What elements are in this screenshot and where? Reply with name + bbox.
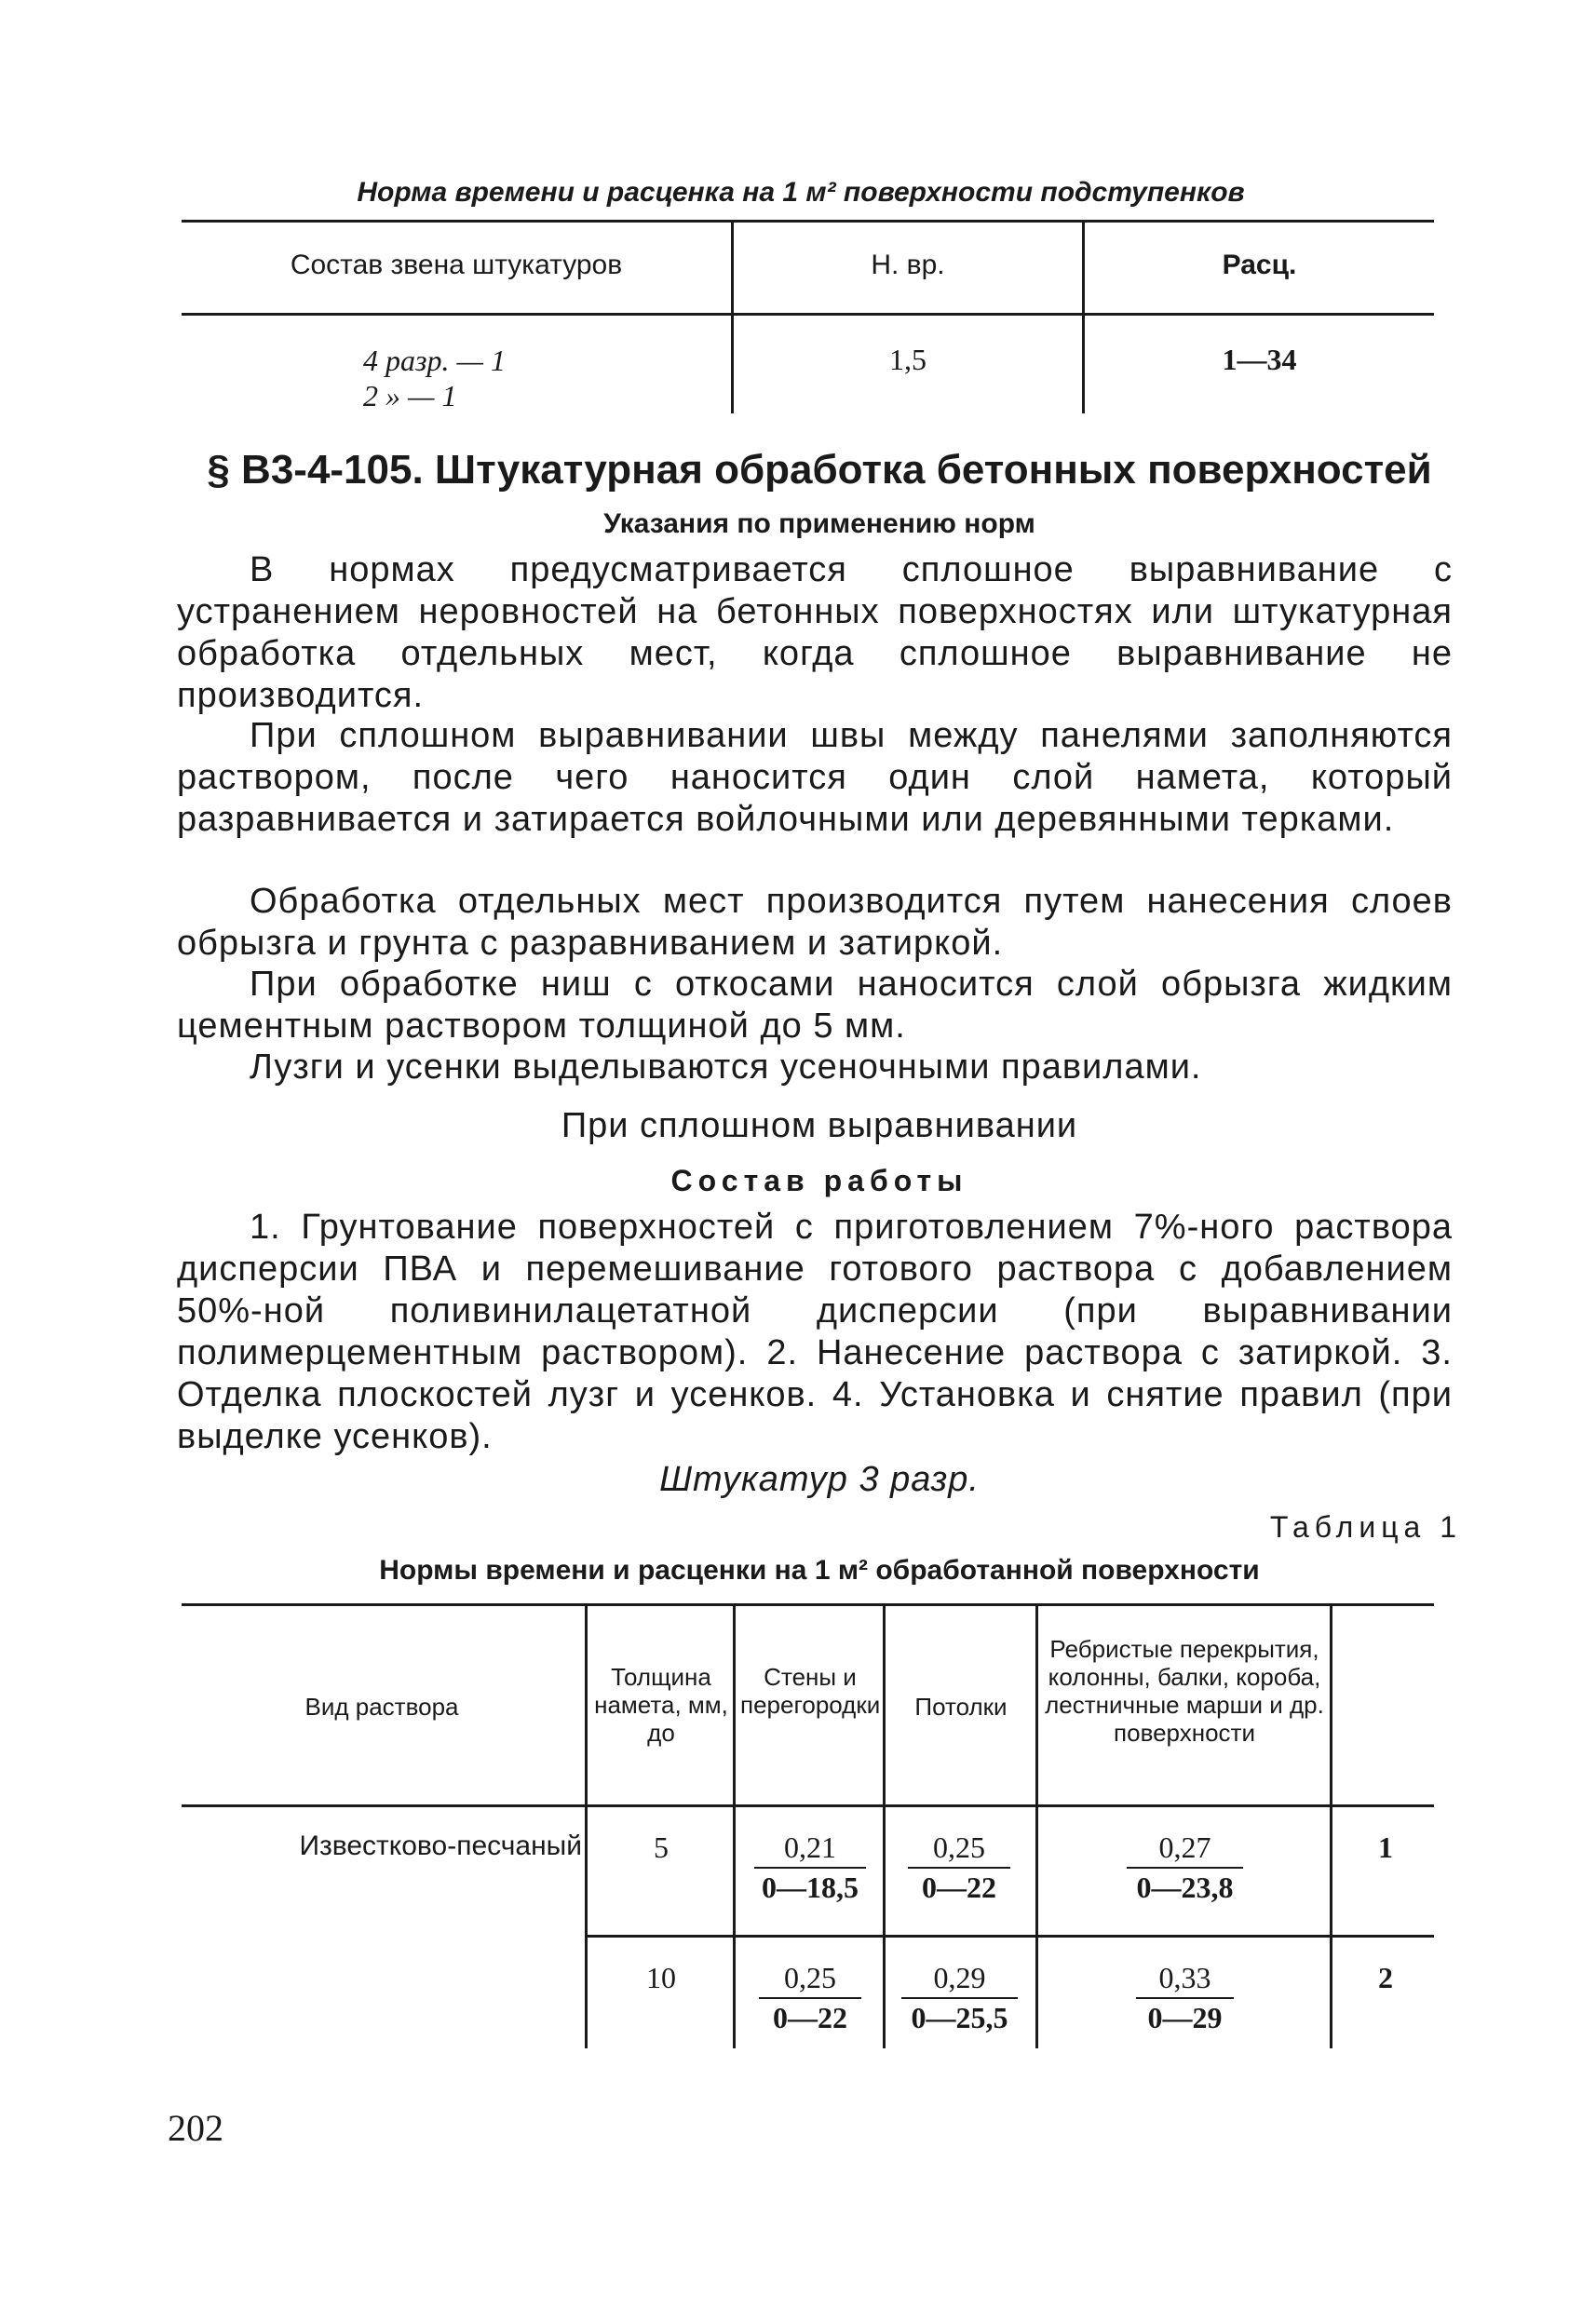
paragraph-1: В нормах предусматривается сплошное выравнивание с устранением неровностей на бетонных поверхностях или штукатурная обработка отдельных мест, когда сплошное выравнивание не производится. bbox=[177, 550, 1453, 715]
paragraph-3: Обработка отдельных мест производится путем нанесения слоев обрызга и грунта с разравниванием и затиркой. bbox=[177, 882, 1453, 963]
row-1-mortar: Известково-песчаный bbox=[299, 1830, 582, 1861]
main-table-divider-4 bbox=[1035, 1603, 1038, 2048]
row-1-walls bbox=[754, 1830, 866, 1905]
row-1-ribbed-rate: 0—23,8 bbox=[1136, 1871, 1234, 1904]
row-2-walls bbox=[759, 1961, 861, 2035]
header-thickness: Толщина намета, мм, до bbox=[594, 1663, 728, 1747]
work-heading: Состав работы bbox=[670, 1164, 968, 1197]
top-table-header-time: Н. вр. bbox=[871, 250, 945, 280]
paragraph-2: При сплошном выравнивании швы между панелями заполняются раствором, после чего наносится один слой намета, который разравнивается и затирается войлочными или деревянными терками. bbox=[177, 716, 1453, 839]
top-table-rule-mid bbox=[182, 313, 1434, 316]
row-2-ceilings bbox=[901, 1961, 1018, 2035]
row-2-ribbed bbox=[1136, 1961, 1234, 2035]
row-1-ribbed bbox=[1127, 1830, 1243, 1905]
row-2-walls-rate: 0—22 bbox=[773, 2001, 847, 2034]
row-2-number: 2 bbox=[1378, 1961, 1393, 1994]
header-mortar: Вид раствора bbox=[304, 1693, 459, 1721]
main-table-divider-1 bbox=[585, 1603, 588, 2048]
row-1-walls-time: 0,21 bbox=[754, 1830, 866, 1869]
row-2-thickness: 10 bbox=[646, 1961, 676, 1994]
paragraph-5: Лузги и усенки выделываются усеночными правилами. bbox=[250, 1047, 1202, 1087]
top-table-divider-2 bbox=[1082, 220, 1085, 413]
header-walls: Стены и перегородки bbox=[740, 1663, 881, 1719]
section-subtitle: Указания по применению норм bbox=[603, 508, 1035, 539]
paragraph-4: При обработке ниш с откосами наносится слой обрызга жидким цементным раствором толщиной до 5 мм. bbox=[177, 965, 1453, 1046]
header-ceilings: Потолки bbox=[914, 1693, 1008, 1721]
row-1-number: 1 bbox=[1378, 1830, 1393, 1864]
main-table-divider-2 bbox=[733, 1603, 736, 2048]
row-1-ceilings bbox=[908, 1830, 1010, 1905]
row-1-ribbed-time: 0,27 bbox=[1127, 1830, 1243, 1869]
composition-line-1: 4 разр. — 1 bbox=[363, 344, 506, 377]
top-table-divider-1 bbox=[731, 220, 734, 413]
composition-line-2: 2 » — 1 bbox=[363, 379, 457, 412]
main-table-rule-header bbox=[182, 1804, 1434, 1807]
header-ribbed: Ребристые перекрытия, колонны, балки, короба, лестничные марши и др. поверхности bbox=[1045, 1635, 1324, 1747]
top-table-rate-value: 1—34 bbox=[1222, 343, 1297, 376]
main-table-divider-5 bbox=[1330, 1603, 1332, 2048]
row-1-thickness: 5 bbox=[654, 1830, 669, 1864]
work-composition: 1. Грунтование поверхностей с приготовлением 7%-ного раствора дисперсии ПВА и перемешивание готового раствора с добавлением 50%-ной поливинилацетатной дисперсии (при выравнивании полимерцементным раствором). 2. Нанесение раствора с затиркой. 3. Отделка плоскостей лузг и усенков. 4. Установка и снятие правил (при выделке усенков). bbox=[177, 1208, 1453, 1456]
row-2-ribbed-time: 0,33 bbox=[1136, 1961, 1234, 1999]
top-table-time-value: 1,5 bbox=[889, 343, 926, 376]
top-table-header-composition: Состав звена штукатуров bbox=[290, 250, 623, 280]
section-title: § В3-4-105. Штукатурная обработка бетонных поверхностей bbox=[207, 447, 1432, 493]
main-table-divider-3 bbox=[883, 1603, 886, 2048]
row-2-ceilings-time: 0,29 bbox=[901, 1961, 1018, 1999]
table-label: Таблица 1 bbox=[1269, 1510, 1462, 1544]
top-table-caption: Норма времени и расценка на 1 м² поверхности подступенков bbox=[357, 177, 1245, 208]
main-table-caption: Нормы времени и расценки на 1 м² обработанной поверхности bbox=[379, 1555, 1260, 1586]
row-2-ribbed-rate: 0—29 bbox=[1147, 2001, 1223, 2034]
top-table-composition-cell bbox=[363, 343, 506, 413]
row-2-ceilings-rate: 0—25,5 bbox=[911, 2001, 1008, 2034]
row-1-ceilings-rate: 0—22 bbox=[922, 1871, 996, 1904]
worker-grade: Штукатур 3 разр. bbox=[659, 1460, 980, 1499]
main-table-rule-top bbox=[182, 1603, 1434, 1606]
row-1-ceilings-time: 0,25 bbox=[908, 1830, 1010, 1869]
row-1-walls-rate: 0—18,5 bbox=[762, 1871, 859, 1904]
top-table-rule-top bbox=[182, 220, 1434, 223]
top-table-header-rate: Расц. bbox=[1222, 250, 1297, 280]
row-2-walls-time: 0,25 bbox=[759, 1961, 861, 1999]
page-number: 202 bbox=[168, 2107, 223, 2149]
main-table-rule-row bbox=[587, 1935, 1434, 1938]
case-heading: При сплошном выравнивании bbox=[561, 1106, 1078, 1145]
